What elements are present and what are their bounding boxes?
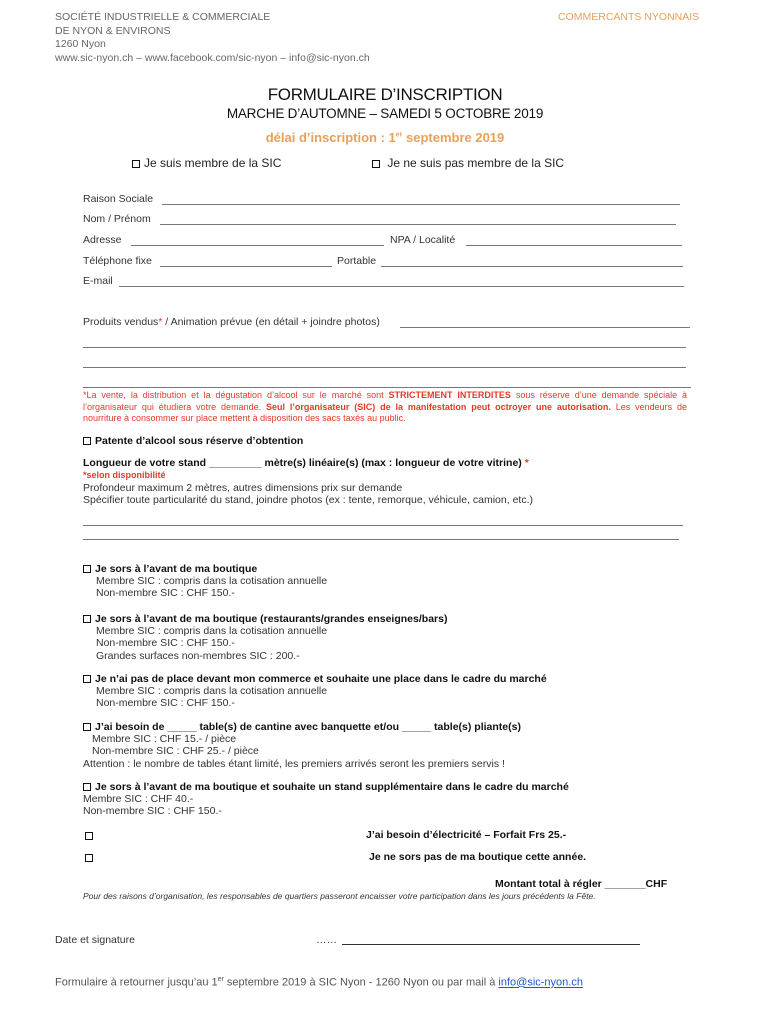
footer-email-link[interactable]: info@sic-nyon.ch <box>498 976 583 989</box>
stand-length-star: * <box>524 457 529 469</box>
non-member-label: Je ne suis pas membre de la SIC <box>384 156 565 170</box>
portable-field[interactable] <box>381 266 683 267</box>
telephone-label: Téléphone fixe <box>83 255 152 267</box>
npa-label: NPA / Localité <box>390 234 456 246</box>
signature-dots: …… <box>316 934 337 946</box>
option-5-label: Je sors à l’avant de ma boutique et souhaite un stand supplémentaire dans le cadre du marché <box>95 781 569 793</box>
option-1 <box>83 563 327 600</box>
footer-sup: er <box>217 976 224 983</box>
deadline-sup: er <box>395 131 403 139</box>
option-5-title[interactable] <box>83 781 569 793</box>
option-2-line: Grandes surfaces non-membres SIC : 200.- <box>96 649 300 662</box>
option-1-title[interactable] <box>83 563 327 575</box>
org-name-line1: SOCIÉTÉ INDUSTRIELLE & COMMERCIALE <box>55 11 271 23</box>
option-5-line: Non-membre SIC : CHF 150.- <box>83 805 222 818</box>
telephone-field[interactable] <box>160 266 332 267</box>
stand-depth: Profondeur maximum 2 mètres, autres dimensions prix sur demande <box>83 482 403 494</box>
option-4-label: J’ai besoin de _____ table(s) de cantine avec banquette et/ou _____ table(s) pliante(s) <box>95 721 521 733</box>
checkbox-icon[interactable] <box>83 565 91 573</box>
alcohol-notice <box>83 390 687 425</box>
option-2-line: Membre SIC : compris dans la cotisation annuelle <box>96 625 328 637</box>
footer <box>55 976 583 989</box>
alcohol-notice-p5: Les vendeurs de nourriture à consommer sur place mettent à disposition des sacs taxés au public. <box>83 401 687 423</box>
checkbox-icon[interactable] <box>83 615 91 623</box>
footer-prefix: Formulaire à retourner jusqu’au 1 <box>55 976 218 989</box>
org-header <box>55 11 370 65</box>
produits-star: * <box>158 316 163 328</box>
total-amount: Montant total à régler _______CHF <box>495 878 668 890</box>
patente-option[interactable] <box>83 435 303 447</box>
option-2-title[interactable] <box>83 613 447 625</box>
produits-text: Produits vendus <box>83 316 159 328</box>
form-title: FORMULAIRE D’INSCRIPTION <box>267 85 503 104</box>
electricity-label: J’ai besoin d’électricité – Forfait Frs 25.- <box>366 829 567 841</box>
email-field[interactable] <box>119 286 684 287</box>
nom-label: Nom / Prénom <box>83 213 151 225</box>
alcohol-notice-strict: STRICTEMENT INTERDITES <box>388 390 511 400</box>
checkbox-icon[interactable] <box>83 675 91 683</box>
alcohol-notice-p1: *La vente, la distribution et la dégustation d’alcool sur le marché sont <box>83 390 389 400</box>
option-1-line: Membre SIC : compris dans la cotisation annuelle <box>96 575 328 587</box>
raison-field[interactable] <box>162 204 680 205</box>
checkbox-icon[interactable] <box>83 723 91 731</box>
produits-rest: / Animation prévue (en détail + joindre photos) <box>162 316 380 328</box>
option-5-line: Membre SIC : CHF 40.- <box>83 793 194 805</box>
checkbox-icon[interactable] <box>372 160 380 168</box>
alcohol-notice-organizer: Seul l’organisateur (SIC) de la manifestation peut octroyer une autorisation. <box>265 401 611 412</box>
stand-line-2[interactable] <box>83 539 679 540</box>
stand-line-1[interactable] <box>83 525 683 526</box>
adresse-field[interactable] <box>131 245 384 246</box>
npa-field[interactable] <box>466 245 682 246</box>
option-1-label: Je sors à l’avant de ma boutique <box>95 563 258 575</box>
org-contact: www.sic-nyon.ch – www.facebook.com/sic-nyon – info@sic-nyon.ch <box>55 51 370 64</box>
deadline-prefix: délai d’inscription : 1 <box>265 130 396 145</box>
form-subtitle: MARCHE D’AUTOMNE – SAMEDI 5 OCTOBRE 2019 <box>226 106 544 121</box>
signature-field[interactable] <box>342 944 640 945</box>
org-city: 1260 Nyon <box>55 38 106 50</box>
option-3-line: Non-membre SIC : CHF 150.- <box>96 697 235 710</box>
stand-length <box>83 457 529 469</box>
option-2-label: Je sors à l’avant de ma boutique (restaurants/grandes enseignes/bars) <box>95 613 448 625</box>
patente-label: Patente d’alcool sous réserve d’obtention <box>95 435 304 447</box>
deadline-suffix: septembre 2019 <box>402 130 505 145</box>
deadline <box>0 130 770 145</box>
nom-field[interactable] <box>160 224 676 225</box>
produits-line-3[interactable] <box>83 367 686 368</box>
option-5 <box>83 781 569 818</box>
portable-label: Portable <box>337 255 377 267</box>
absent-label: Je ne sors pas de ma boutique cette année. <box>369 851 587 863</box>
raison-label: Raison Sociale <box>83 193 154 205</box>
stand-length-label: Longueur de votre stand _________ mètre(s) linéaire(s) (max : longueur de votre vitrine) <box>83 457 525 469</box>
member-option[interactable] <box>132 156 281 170</box>
option-1-line: Non-membre SIC : CHF 150.- <box>96 587 235 600</box>
stand-specify: Spécifier toute particularité du stand, joindre photos (ex : tente, remorque, véhicule, camion, etc.) <box>83 494 533 506</box>
produits-label <box>83 316 380 328</box>
option-4-line: Membre SIC : CHF 15.- / pièce <box>92 733 237 745</box>
option-3-line: Membre SIC : compris dans la cotisation annuelle <box>96 685 328 697</box>
email-label: E-mail <box>83 275 113 287</box>
option-3 <box>83 673 547 710</box>
signature-label: Date et signature <box>55 934 135 946</box>
produits-line-2[interactable] <box>83 347 686 348</box>
option-3-label: Je n’ai pas de place devant mon commerce et souhaite une place dans le cadre du marché <box>95 673 547 685</box>
checkbox-icon[interactable] <box>83 437 91 445</box>
non-member-option[interactable] <box>372 156 564 170</box>
option-3-title[interactable] <box>83 673 547 685</box>
option-4-line: Non-membre SIC : CHF 25.- / pièce <box>92 745 259 758</box>
member-label: Je suis membre de la SIC <box>144 156 282 170</box>
produits-line-4[interactable] <box>83 387 691 388</box>
option-4-line: Attention : le nombre de tables étant limité, les premiers arrivés seront les premiers servis ! <box>83 757 505 770</box>
org-name-line2: DE NYON & ENVIRONS <box>55 24 171 37</box>
brand-label: COMMERCANTS NYONNAIS <box>558 11 700 23</box>
produits-field[interactable] <box>400 327 690 328</box>
adresse-label: Adresse <box>83 234 122 246</box>
checkbox-icon[interactable] <box>132 160 140 168</box>
electricity-checkbox-icon[interactable] <box>85 832 93 840</box>
alcohol-notice-p3: sous réserve d’une demande spéciale à l’organisateur qui étudiera votre demande. <box>83 390 687 412</box>
option-4-title[interactable] <box>83 721 521 733</box>
footer-mid: septembre 2019 à SIC Nyon - 1260 Nyon ou par mail à <box>223 976 499 989</box>
checkbox-icon[interactable] <box>83 783 91 791</box>
stand-availability: *selon disponibilité <box>83 470 166 480</box>
option-4 <box>83 721 521 770</box>
collection-note: Pour des raisons d’organisation, les responsables de quartiers passeront encaisser votre participation dans les jours précédents la Fête. <box>83 891 596 901</box>
option-2 <box>83 613 447 662</box>
option-2-line: Non-membre SIC : CHF 150.- <box>96 637 235 650</box>
absent-checkbox-icon[interactable] <box>85 854 93 862</box>
